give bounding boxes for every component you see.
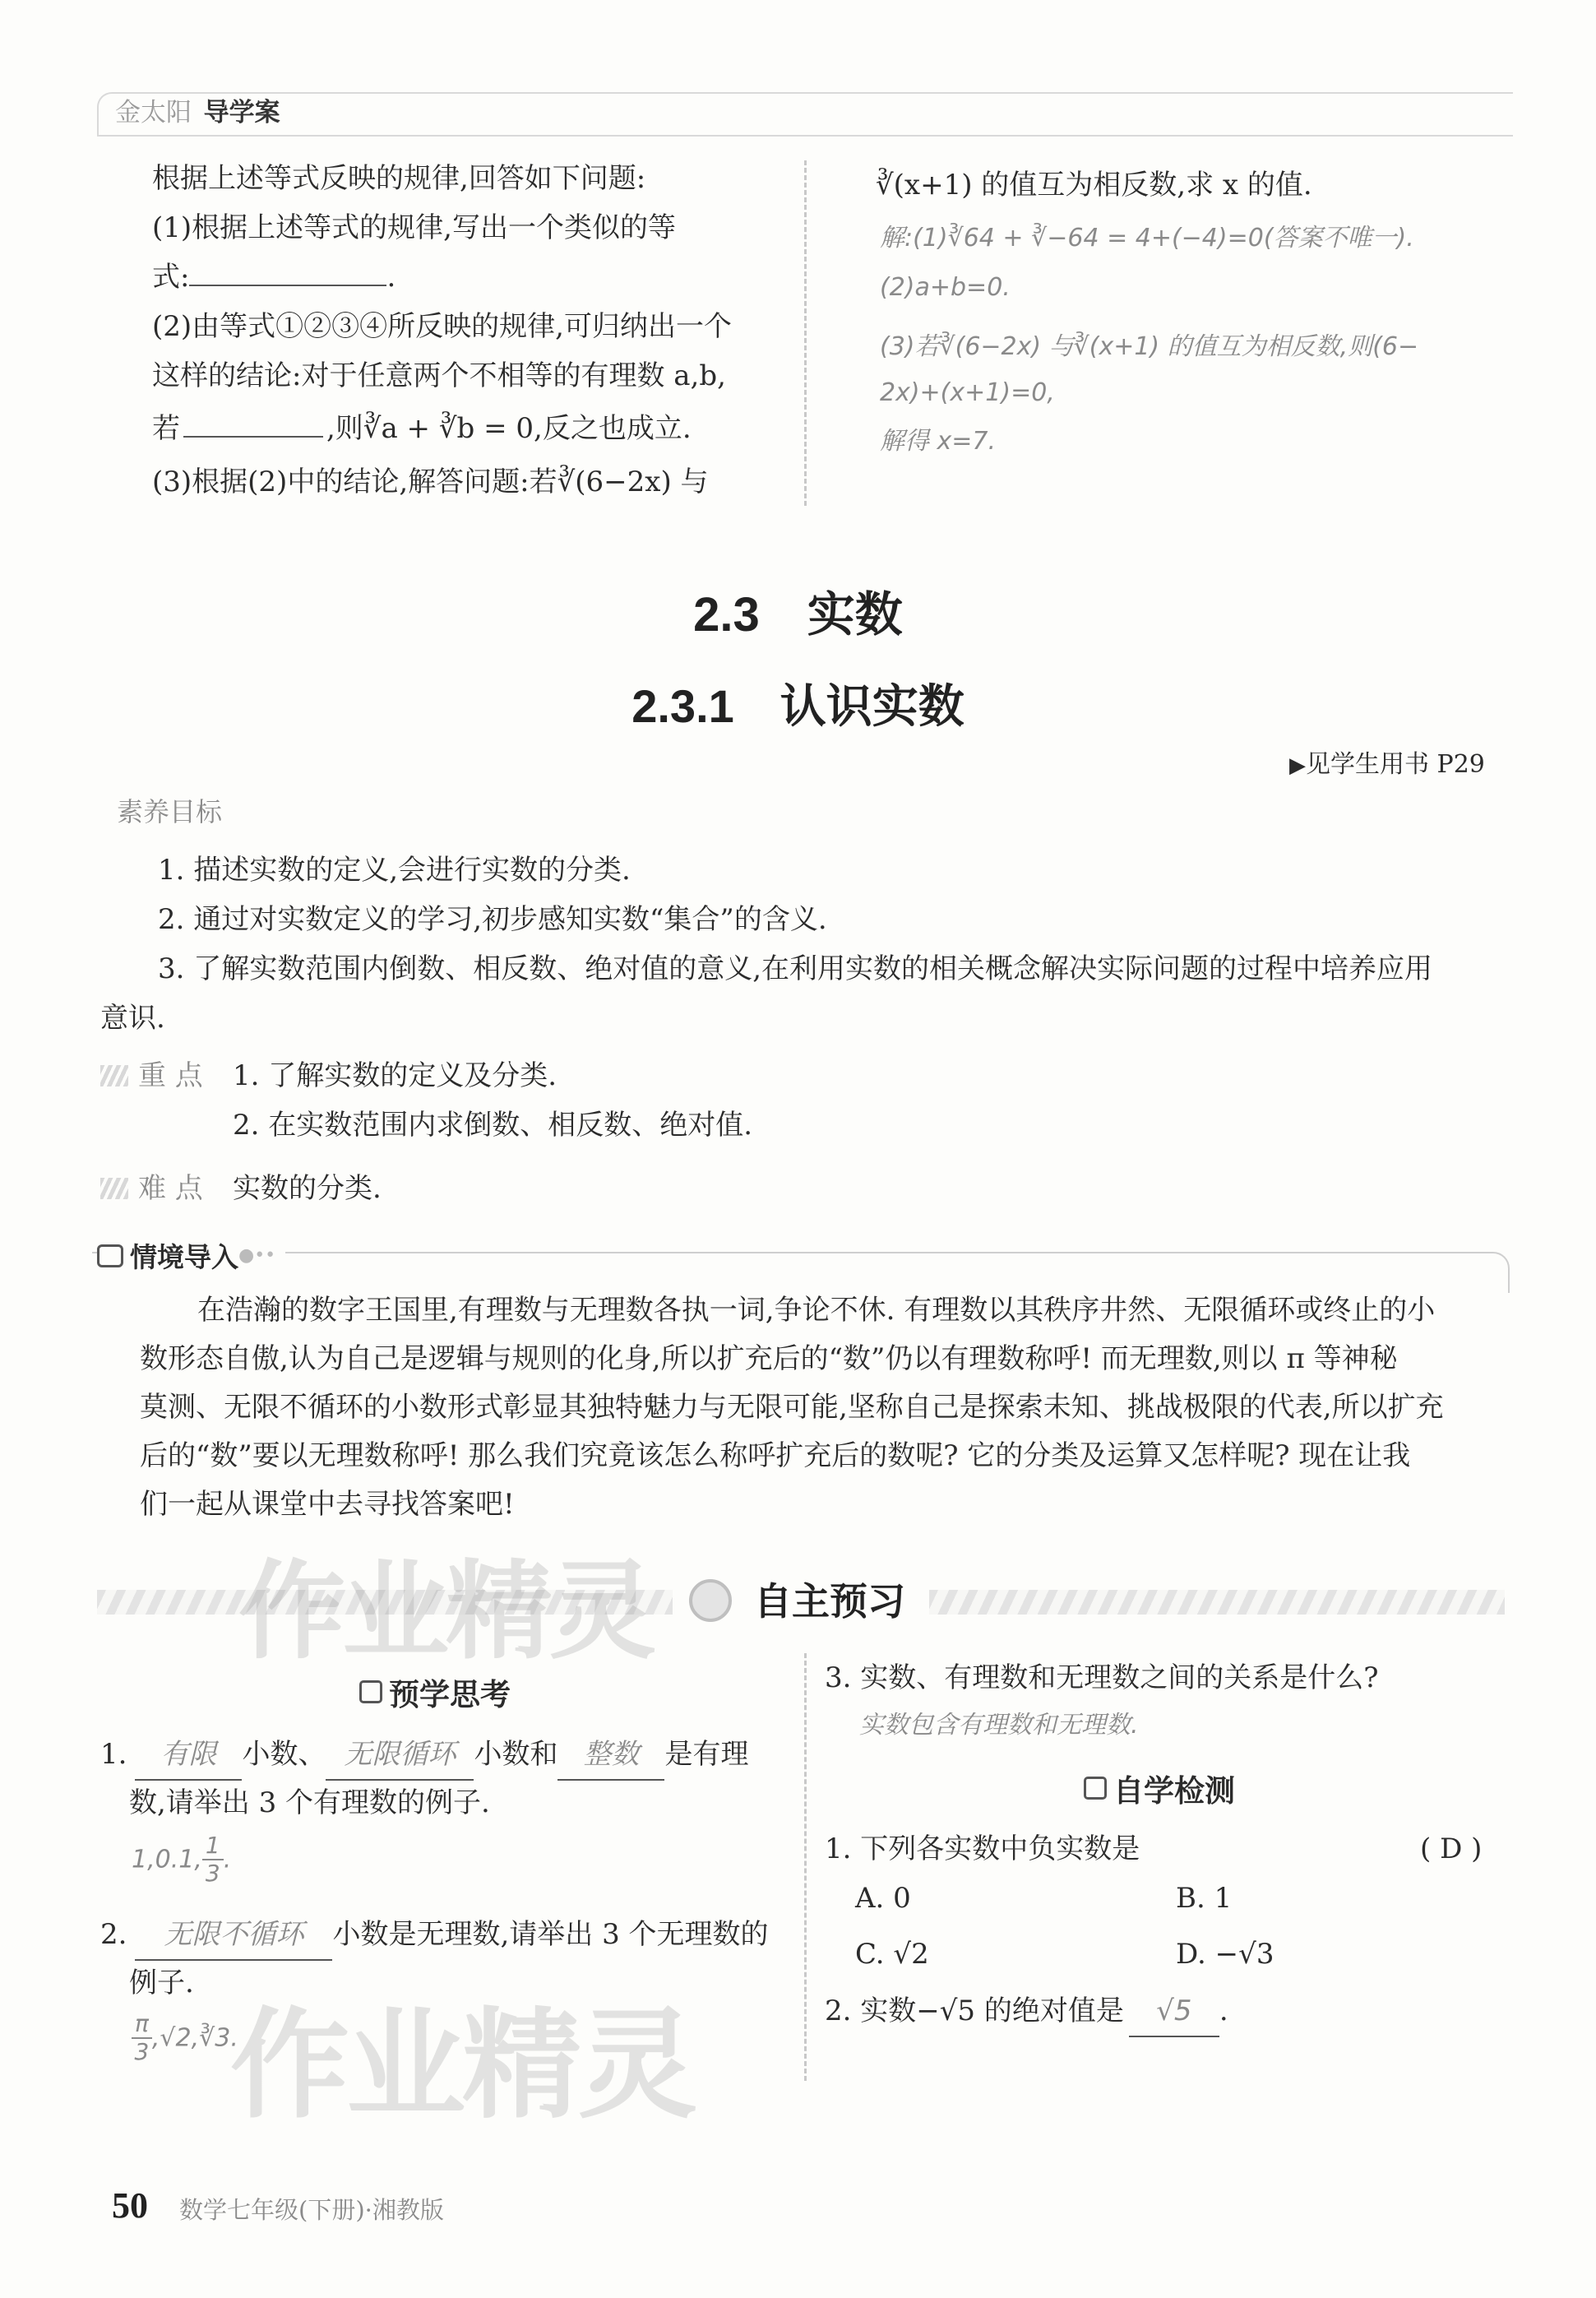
option-a[interactable]: A. 0	[855, 1882, 911, 1915]
q2-answer-rest: ,√2,∛3.	[151, 2023, 238, 2053]
hard-label: 难 点	[138, 1172, 203, 1205]
intro-p4: 后的“数”要以无理数称呼! 那么我们究竟该怎么称呼扩充后的数呢? 它的分类及运算又怎样呢? 现在让我	[140, 1439, 1411, 1472]
top-left-line-2: (1)根据上述等式的规律,写出一个类似的等	[152, 211, 676, 244]
answer-line-1: 解:(1)∛64 + ∛−64 = 4+(−4)=0(答案不唯一).	[880, 224, 1414, 253]
option-b[interactable]: B. 1	[1176, 1882, 1233, 1915]
q1-answer-1[interactable]: 有限	[135, 1730, 242, 1781]
top-left-line-7: (3)根据(2)中的结论,解答问题:若∛(6−2x) 与	[152, 466, 709, 498]
checklist-icon	[1084, 1777, 1107, 1800]
product-name: 导学案	[203, 98, 280, 127]
goal-2: 2. 通过对实数定义的学习,初步感知实数“集合”的含义.	[158, 903, 827, 936]
goal-3b: 意识.	[100, 1002, 165, 1035]
q2-num: 2.	[100, 1918, 127, 1951]
answer-line-2: (2)a+b=0.	[880, 273, 1011, 302]
q2-frac-num: π	[132, 2011, 152, 2039]
check-q2-post: .	[1219, 1995, 1228, 2027]
key-marker	[100, 1065, 128, 1086]
brand-name: 金太阳	[115, 98, 192, 127]
q2-text-1: 小数是无理数,请举出 3 个无理数的	[332, 1918, 769, 1951]
top-right-line-1: ∛(x+1) 的值互为相反数,求 x 的值.	[876, 169, 1312, 202]
question-3: 3. 实数、有理数和无理数之间的关系是什么?	[825, 1661, 1379, 1694]
q1-text-1: 小数、	[242, 1738, 326, 1771]
header-brand	[115, 94, 280, 132]
hard-1: 实数的分类.	[233, 1172, 382, 1205]
key-label: 重 点	[138, 1059, 203, 1092]
option-c[interactable]: C. √2	[855, 1938, 929, 1971]
preview-header	[359, 1670, 511, 1714]
goal-3a: 3. 了解实数范围内倒数、相反数、绝对值的意义,在利用实数的相关概念解决实际问题的过程中培养应用	[158, 952, 1433, 985]
preview-q2-line1	[100, 1910, 769, 1961]
key-1: 1. 了解实数的定义及分类.	[233, 1059, 557, 1092]
banner-stripe-right	[929, 1590, 1505, 1615]
page-number: 50	[112, 2185, 148, 2226]
line-6-post: ,则∛a + ∛b = 0,反之也成立.	[326, 412, 692, 445]
goals-label: 素养目标	[117, 797, 223, 827]
line-3-text: 式:	[152, 261, 190, 294]
section-subtitle: 2.3.1 认识实数	[631, 680, 965, 732]
q1-fraction	[202, 1832, 224, 1887]
banner-title: 自主预习	[754, 1572, 914, 1626]
top-left-line-4: (2)由等式①②③④所反映的规律,可归纳出一个	[152, 310, 732, 343]
q1-num: 1.	[100, 1738, 127, 1771]
chat-icon	[97, 1244, 123, 1267]
preview-q1-answer: 1,0.1, $\frac{1}{3}$ .	[132, 1832, 232, 1887]
answer-blank-2[interactable]	[183, 436, 323, 438]
intro-label: 情境导入	[130, 1242, 238, 1272]
question-3-answer: 实数包含有理数和无理数.	[859, 1711, 1139, 1740]
check-q2-text: 2. 实数−√5 的绝对值是	[825, 1995, 1124, 2027]
q1-answer-2[interactable]: 无限循环	[326, 1730, 474, 1781]
option-d[interactable]: D. −√3	[1176, 1938, 1274, 1971]
triangle-icon: ▶	[1289, 753, 1306, 778]
watermark-2: 作业精灵	[230, 1999, 694, 2132]
intro-p2: 数形态自傲,认为自己是逻辑与规则的化身,所以扩充后的“数”仍以有理数称呼! 而无理数,则以 π 等神秘	[140, 1342, 1398, 1375]
reference-text: 见学生用书 P29	[1306, 750, 1485, 779]
intro-header	[97, 1236, 285, 1275]
answer-line-3: (3)若∛(6−2x) 与∛(x+1) 的值互为相反数,则(6−	[880, 332, 1419, 361]
preview-title: 预学思考	[389, 1678, 511, 1712]
dots-decoration: ●••	[238, 1245, 276, 1266]
check-q2	[825, 1986, 1228, 2037]
goal-1: 1. 描述实数的定义,会进行实数的分类.	[158, 854, 631, 887]
intro-p1: 在浩瀚的数字王国里,有理数与无理数各执一词,争论不休. 有理数以其秩序井然、无限循环或终止的小	[197, 1294, 1436, 1327]
top-left-line-3: 式: .	[152, 261, 396, 294]
intro-p5: 们一起从课堂中去寻找答案吧!	[140, 1488, 515, 1521]
answer-line-4: 2x)+(x+1)=0,	[880, 378, 1055, 407]
q1-frac-den: 3	[205, 1860, 220, 1887]
answer-line-5: 解得 x=7.	[880, 427, 997, 456]
preview-q2-line2: 例子.	[129, 1967, 194, 1999]
book-reference[interactable]	[1289, 747, 1485, 784]
intro-p3: 莫测、无限不循环的小数形式彰显其独特魅力与无限可能,坚称自己是探索未知、挑战极限的代表,所以扩充	[140, 1391, 1444, 1424]
column-divider-top	[804, 160, 807, 506]
preview-q1-line1	[100, 1730, 748, 1781]
check-q1-answer[interactable]: ( D )	[1420, 1832, 1483, 1865]
q2-fraction	[132, 2011, 152, 2065]
banner-circle-icon	[689, 1579, 732, 1622]
key-2: 2. 在实数范围内求倒数、相反数、绝对值.	[233, 1109, 753, 1142]
check-title: 自学检测	[1113, 1774, 1235, 1808]
book-title: 数学七年级(下册)·湘教版	[179, 2196, 444, 2224]
q1-frac-num: 1	[202, 1832, 224, 1860]
preview-q1-line2: 数,请举出 3 个有理数的例子.	[129, 1786, 490, 1819]
line-6-pre: 若	[152, 412, 180, 445]
q2-frac-den: 3	[134, 2038, 150, 2065]
column-divider-bottom	[804, 1653, 807, 2081]
q1-answer-text: 1,0.1,	[132, 1845, 202, 1874]
q1-text-3: 是有理	[664, 1738, 749, 1771]
q2-answer-1[interactable]: 无限不循环	[135, 1910, 332, 1961]
header-bar	[97, 92, 1513, 137]
check-header	[1084, 1766, 1235, 1810]
check-q1: 1. 下列各实数中负实数是	[825, 1832, 1140, 1865]
watermark-1: 作业精灵	[238, 1551, 654, 1671]
top-left-line-5: 这样的结论:对于任意两个不相等的有理数 a,b,	[152, 359, 726, 392]
check-q2-answer[interactable]: √5	[1129, 1986, 1219, 2037]
book-icon	[359, 1680, 382, 1703]
hard-marker	[100, 1178, 128, 1199]
q1-answer-3[interactable]: 整数	[557, 1730, 664, 1781]
section-title: 2.3 实数	[693, 588, 903, 642]
top-left-line-1: 根据上述等式反映的规律,回答如下问题:	[152, 162, 646, 195]
preview-q2-answer	[132, 2011, 238, 2065]
answer-blank-1[interactable]	[189, 285, 386, 286]
q1-text-2: 小数和	[474, 1738, 558, 1771]
top-left-line-6	[152, 404, 692, 453]
